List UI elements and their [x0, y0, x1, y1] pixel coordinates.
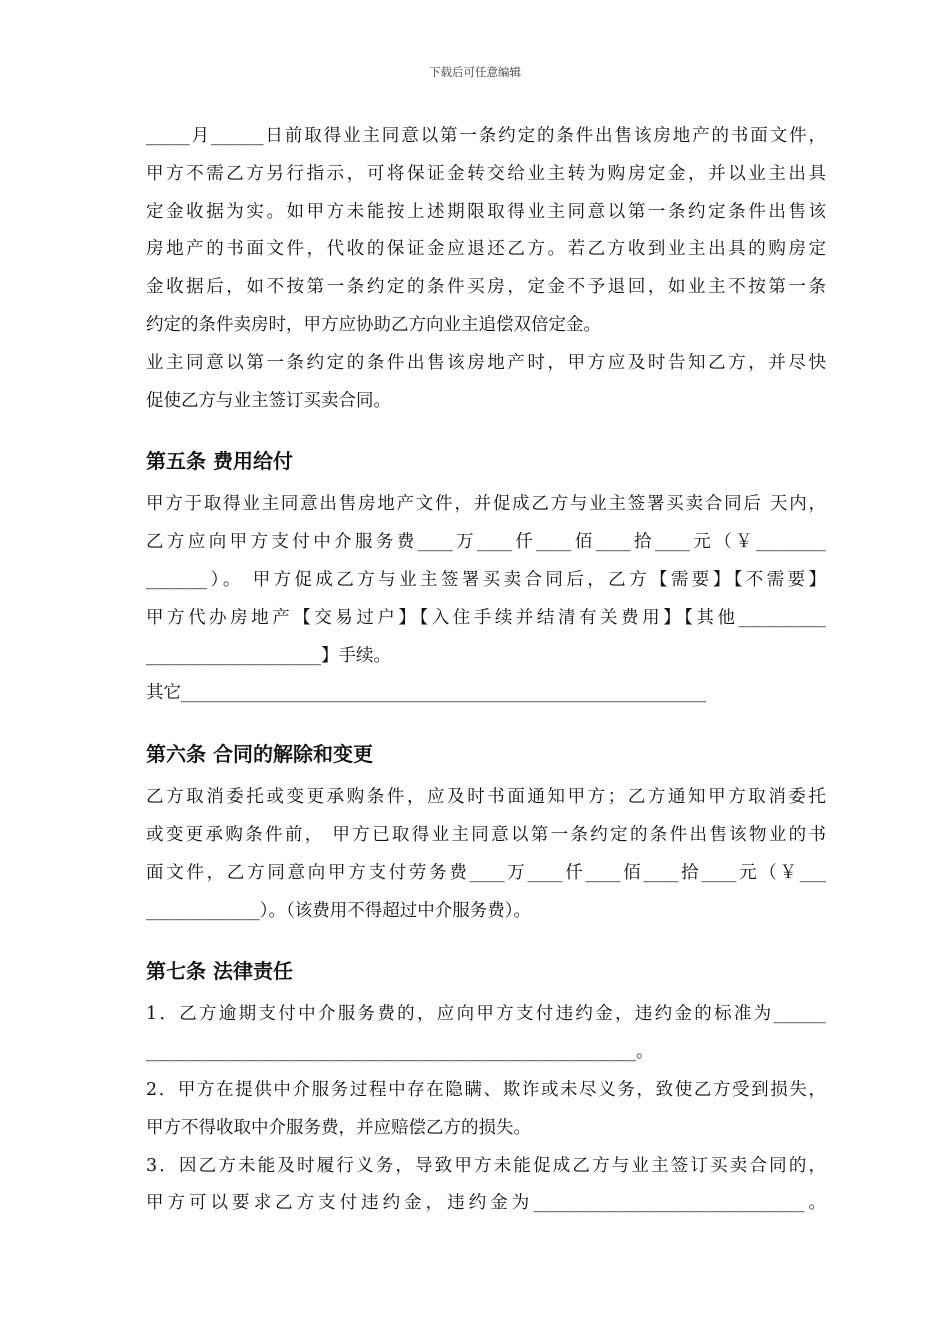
paragraph-line: 1．乙方逾期支付中介服务费的，应向甲方支付违约金，违约金的标准为______ — [146, 1004, 826, 1025]
paragraph-line: _____月______日前取得业主同意以第一条约定的条件出售该房地产的书面文件， — [146, 126, 826, 146]
document-body — [146, 118, 826, 1223]
paragraph-line: 甲方不需乙方另行指示，可将保证金转交给业主转为购房定金，并以业主出具 — [146, 163, 826, 184]
paragraph-line: 甲方代办房地产【交易过户】【入住手续并结清有关费用】【其他__________ — [146, 607, 826, 628]
section-5-title: 第五条 费用给付 — [146, 449, 293, 474]
section-5 — [146, 436, 826, 713]
paragraph-line: 甲方于取得业主同意出售房地产文件，并促成乙方与业主签署买卖合同后 天内， — [146, 494, 826, 515]
section-7-title: 第七条 法律责任 — [146, 959, 293, 984]
paragraph-line: 或变更承购条件前， 甲方已取得业主同意以第一条约定的条件出售该物业的书 — [146, 824, 826, 845]
section-6 — [146, 729, 826, 930]
paragraph-line: 甲方不得收取中介服务费，并应赔偿乙方的损失。 — [146, 1117, 531, 1138]
page-header: 下载后可任意编辑 — [429, 65, 521, 79]
paragraph-line: 金收据后，如不按第一条约定的条件买房，定金不予退回，如业主不按第一条 — [146, 277, 826, 298]
paragraph-line: 业主同意以第一条约定的条件出售该房地产时，甲方应及时告知乙方，并尽快 — [146, 352, 826, 373]
paragraph-line: 定金收据为实。如甲方未能按上述期限取得业主同意以第一条约定条件出售该 — [146, 201, 826, 222]
paragraph-line: 约定的条件卖房时，甲方应协助乙方向业主追偿双倍定金。 — [146, 314, 601, 335]
paragraph-line: 面文件，乙方同意向甲方支付劳务费____万____仟____佰____拾____元（￥___ — [146, 862, 826, 883]
section-4-continuation — [146, 118, 826, 420]
paragraph-line: 其它____________________________________________________________ — [146, 683, 706, 704]
section-6-title: 第六条 合同的解除和变更 — [146, 742, 373, 767]
paragraph-line: 乙方应向甲方支付中介服务费____万____仟____佰____拾____元（￥________ — [146, 532, 826, 553]
section-7 — [146, 946, 826, 1223]
paragraph-line: 促使乙方与业主签订买卖合同。 — [146, 390, 391, 411]
paragraph-line: ________________________________________________________。 — [146, 1042, 654, 1063]
paragraph-line: _______）。 甲方促成乙方与业主签署买卖合同后，乙方【需要】【不需要】 — [146, 569, 826, 590]
paragraph-line: 房地产的书面文件，代收的保证金应退还乙方。若乙方收到业主出具的购房定 — [146, 239, 826, 260]
paragraph-line: 3．因乙方未能及时履行义务，导致甲方未能促成乙方与业主签订买卖合同的， — [146, 1155, 826, 1176]
paragraph-line: 乙方取消委托或变更承购条件，应及时书面通知甲方；乙方通知甲方取消委托 — [146, 787, 826, 808]
paragraph-line: 甲方可以要求乙方支付违约金，违约金为_______________________________。 — [146, 1193, 826, 1214]
paragraph-line: 2．甲方在提供中介服务过程中存在隐瞒、欺诈或未尽义务，致使乙方受到损失， — [146, 1079, 826, 1100]
paragraph-line: _____________）。（该费用不得超过中介服务费）。 — [146, 900, 531, 921]
paragraph-line: ____________________】手续。 — [146, 645, 391, 666]
